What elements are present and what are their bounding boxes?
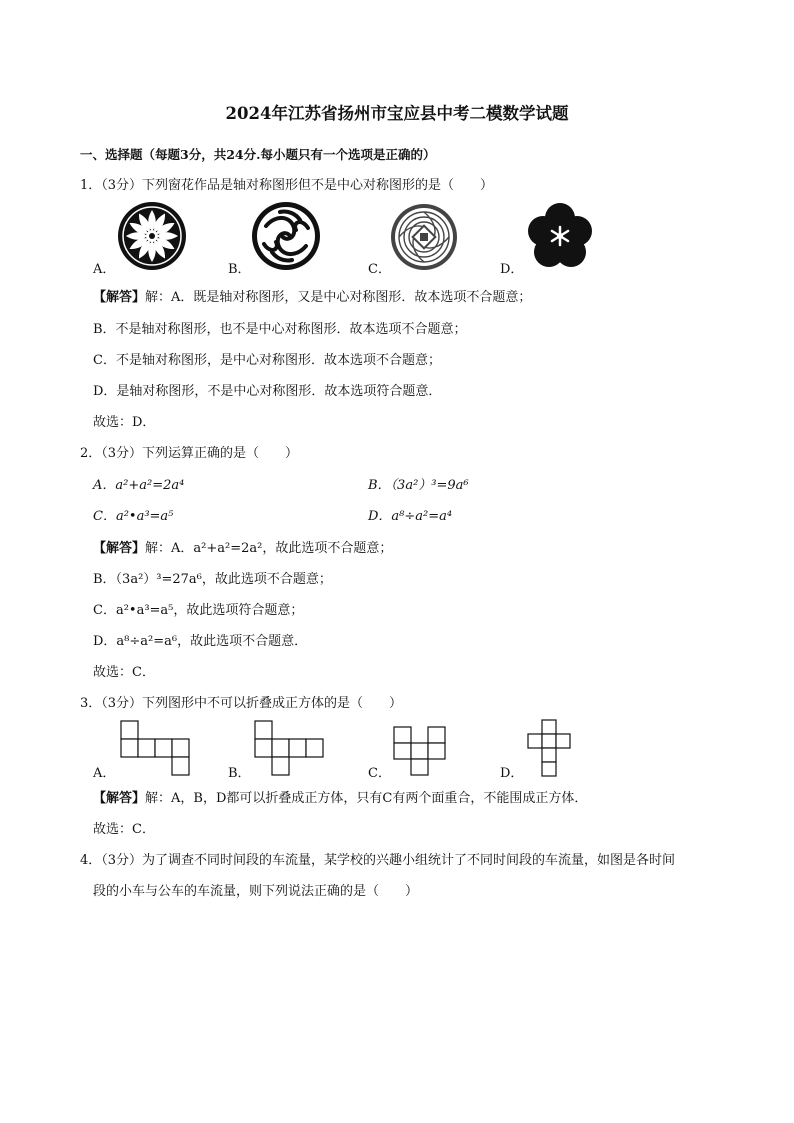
q2-answer-line1: 解：A．a²+a²=2a²，故此选项不合题意； bbox=[145, 541, 393, 556]
q2-answer-line2: B．（3a²）³=27a⁶，故此选项不合题意； bbox=[93, 572, 332, 587]
q1-answer bbox=[93, 290, 531, 306]
q1-option-b: B． bbox=[228, 262, 251, 277]
q3-answer-tag: 【解答】 bbox=[93, 791, 146, 806]
q2-answer-line4: D．a⁸÷a²=a⁶，故此选项不合题意． bbox=[93, 634, 308, 649]
section-heading: 一、选择题（每题3分，共24分.每小题只有一个选项是正确的） bbox=[80, 147, 436, 162]
q3-answer bbox=[93, 791, 587, 807]
q4-stem-line1: 4．（3分）为了调查不同时间段的车流量，某学校的兴趣小组统计了不同时间段的车流量，如图是各时间 bbox=[80, 853, 676, 868]
q2-option-a: A．a²+a²=2a⁴ bbox=[93, 478, 185, 493]
q3-answer-line1: 解：A，B，D都可以折叠成正方体，只有C有两个面重合，不能围成正方体． bbox=[145, 791, 588, 806]
q2-option-d: D．a⁸÷a²=a⁴ bbox=[368, 509, 453, 524]
q1-stem: 1．（3分）下列窗花作品是轴对称图形但不是中心对称图形的是（ ） bbox=[80, 178, 494, 193]
cube-net-a-figure bbox=[120, 720, 192, 776]
q1-answer-line1: 解：A．既是轴对称图形，又是中心对称图形．故本选项不合题意； bbox=[145, 290, 532, 305]
q3-option-b: B． bbox=[228, 766, 251, 781]
q4-stem-line2: 段的小车与公车的车流量，则下列说法正确的是（ ） bbox=[93, 884, 419, 899]
q2-answer bbox=[93, 541, 392, 557]
q1-choice: 故选：D． bbox=[93, 415, 156, 430]
q2-choice: 故选：C． bbox=[93, 665, 155, 680]
q1-answer-tag: 【解答】 bbox=[93, 290, 146, 305]
cube-net-b-figure bbox=[254, 720, 326, 776]
q3-option-d: D． bbox=[500, 766, 524, 781]
q1-option-a: A． bbox=[93, 262, 116, 277]
window-flower-c-figure bbox=[390, 203, 458, 271]
q2-option-c: C．a²•a³=a⁵ bbox=[93, 509, 174, 524]
q1-answer-line2: B．不是轴对称图形，也不是中心对称图形．故本选项不合题意； bbox=[93, 322, 467, 337]
q3-stem: 3．（3分）下列图形中不可以折叠成正方体的是（ ） bbox=[80, 696, 403, 711]
window-flower-b-figure bbox=[251, 201, 321, 271]
q3-option-c: C． bbox=[368, 766, 391, 781]
q1-option-d: D． bbox=[500, 262, 524, 277]
q2-option-b: B．（3a²）³=9a⁶ bbox=[368, 478, 469, 493]
q3-option-a: A． bbox=[93, 766, 116, 781]
q1-option-c: C． bbox=[368, 262, 391, 277]
q3-choice: 故选：C． bbox=[93, 822, 155, 837]
window-flower-a-figure bbox=[117, 201, 187, 271]
q2-stem: 2．（3分）下列运算正确的是（ ） bbox=[80, 446, 299, 461]
cube-net-c-figure bbox=[393, 726, 447, 778]
q2-answer-tag: 【解答】 bbox=[93, 541, 146, 556]
q1-answer-line3: C．不是轴对称图形，是中心对称图形．故本选项不合题意； bbox=[93, 353, 441, 368]
page-title: 2024年江苏省扬州市宝应县中考二模数学试题 bbox=[225, 104, 569, 123]
q1-answer-line4: D．是轴对称图形，不是中心对称图形．故本选项符合题意． bbox=[93, 384, 442, 399]
cube-net-d-figure bbox=[527, 719, 573, 779]
q2-answer-line3: C．a²•a³=a⁵，故此选项符合题意； bbox=[93, 603, 304, 618]
window-flower-d-figure bbox=[524, 201, 596, 271]
